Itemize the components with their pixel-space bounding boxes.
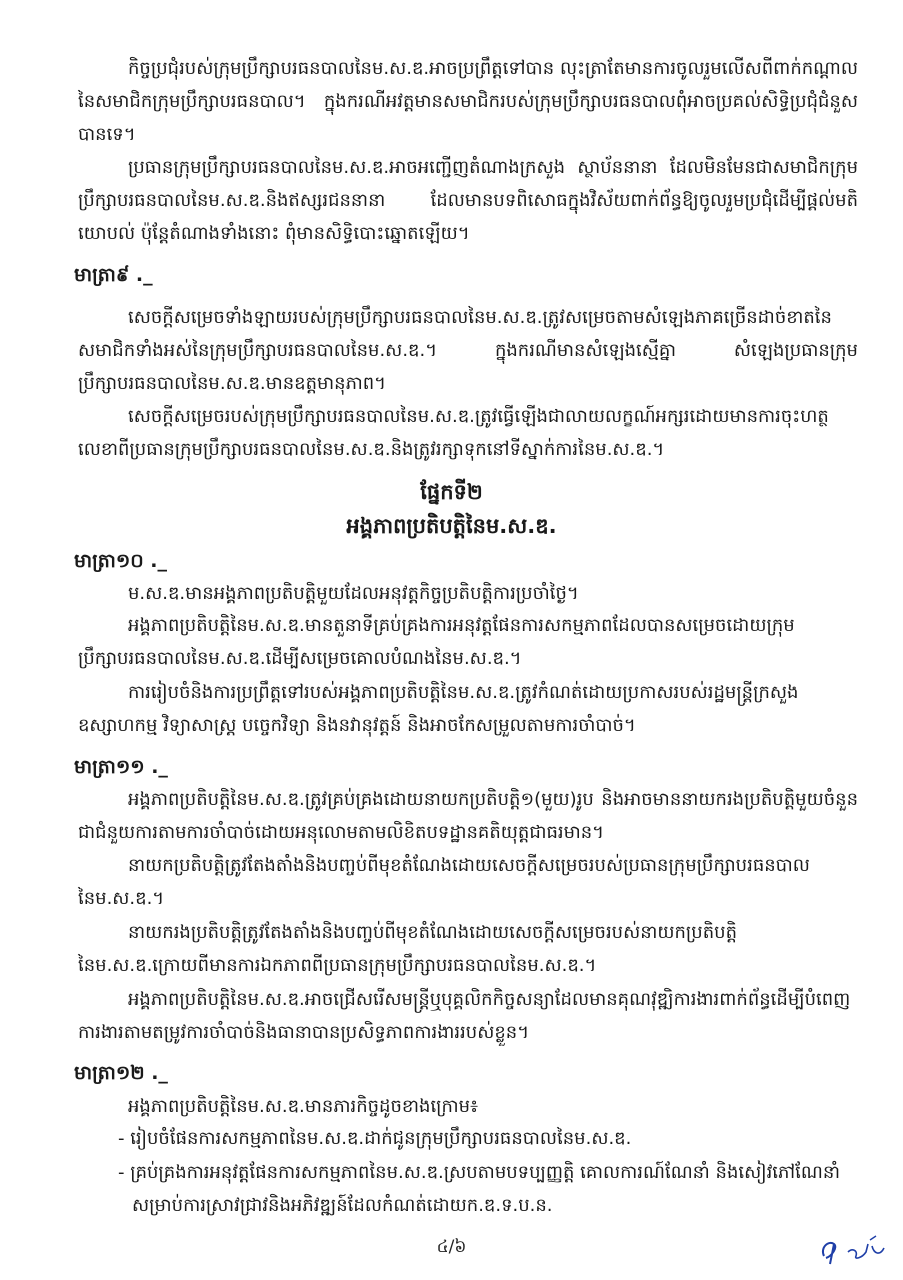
part-number: ផ្នែកទី២ [420,480,483,504]
list-item: - គ្រប់គ្រងការអនុវត្តផែនការសកម្មភាពនៃម.ស.ឌ.ស្របតាមបទប្បញ្ញត្តិ គោលការណ៍ណែនាំ និងសៀវភៅណែនាំសម្រាប់ការស្រាវជ្រាវនិងអភិវឌ្ឍន៍ដែលកំណត់ដោយក.ឌ.ទ.ប.ន. [118,1162,840,1216]
article-9-heading: មាត្រា៩ ._ [74,264,153,286]
paragraph-invited-representatives: ប្រធានក្រុមប្រឹក្សាបរធនបាលនៃម.ស.ឌ.អាចអញ្ជើញតំណាងក្រសួង ស្ថាប័ននានា ដែលមិនមែនជាសមាជិកក្រុមប្រឹក្សាបរធនបាលនៃម.ស.ឌ.និងឥស្សរជននានា ដែលមានបទពិសោធក្នុងវិស័យពាក់ព័ន្ធឱ្យចូលរួមប្រជុំដើម្បីផ្តល់មតិយោបល់ ប៉ុន្តែតំណាងទាំងនោះ ពុំមានសិទ្ធិបោះឆ្នោតឡើយ។ [78,157,858,244]
article-10-heading: មាត្រា១០ ._ [74,550,168,572]
paragraph-staff-recruitment: អង្គភាពប្រតិបត្តិនៃម.ស.ឌ.អាចជ្រើសរើសមន្ត្រីឬបុគ្គលិកកិច្ចសន្យាដែលមានគុណវុឌ្ឍិការងារពាក់ព័ន្ធដើម្បីបំពេញការងារតាមតម្រូវការចាំបាច់និងធានាបានប្រសិទ្ធភាពការងាររបស់ខ្លួន។ [78,989,851,1043]
paragraph-decision-written: សេចក្តីសម្រេចរបស់ក្រុមប្រឹក្សាបរធនបាលនៃម.ស.ឌ.ត្រូវធ្វើឡើងជាលាយលក្ខណ៍អក្សរដោយមានការចុះហត្ថលេខាពីប្រធានក្រុមប្រឹក្សាបរធនបាលនៃម.ស.ឌ.និងត្រូវរក្សាទុកនៅទីស្នាក់ការនៃម.ស.ឌ.។ [78,406,829,460]
initials-signature [818,1230,890,1270]
page-number: ៤/៦ [436,1237,467,1257]
article-11-heading: មាត្រា១១ ._ [74,756,168,778]
paragraph-duties-intro: អង្គភាពប្រតិបត្តិនៃម.ស.ឌ.មានភារកិច្ចដូចខាងក្រោម៖ [128,1096,479,1117]
paragraph-executive-role: អង្គភាពប្រតិបត្តិនៃម.ស.ឌ.មានតួនាទីគ្រប់គ្រងការអនុវត្តផែនការសកម្មភាពដែលបានសម្រេចដោយក្រុមប្រឹក្សាបរធនបាលនៃម.ស.ឌ.ដើម្បីសម្រេចគោលបំណងនៃម.ស.ឌ.។ [78,615,795,669]
article-12-heading: មាត្រា១២ ._ [74,1062,168,1084]
paragraph-executive-organization: ការរៀបចំនិងការប្រព្រឹត្តទៅរបស់អង្គភាពប្រតិបត្តិនៃម.ស.ឌ.ត្រូវកំណត់ដោយប្រកាសរបស់រដ្ឋមន្ត្រីក្រសួងឧស្សាហកម្ម វិទ្យាសាស្ត្រ បច្ចេកវិទ្យា និងនវានុវត្តន៍ និងអាចកែសម្រួលតាមការចាំបាច់។ [78,682,799,736]
list-item: - រៀបចំផែនការសកម្មភាពនៃម.ស.ឌ.ដាក់ជូនក្រុមប្រឹក្សាបរធនបាលនៃម.ស.ឌ. [118,1128,632,1149]
paragraph-decision-majority: សេចក្តីសម្រេចទាំងឡាយរបស់ក្រុមប្រឹក្សាបរធនបាលនៃម.ស.ឌ.ត្រូវសម្រេចតាមសំឡេងភាគច្រើនដាច់ខាតនៃសមាជិកទាំងអស់នៃក្រុមប្រឹក្សាបរធនបាលនៃម.ស.ឌ.។ ក្នុងករណីមានសំឡេងស្មើគ្នា សំឡេងប្រធានក្រុមប្រឹក្សាបរធនបាលនៃម.ស.ឌ.មានឧត្តមានុភាព។ [78,307,858,394]
paragraph-meeting-quorum: កិច្ចប្រជុំរបស់ក្រុមប្រឹក្សាបរធនបាលនៃម.ស.ឌ.អាចប្រព្រឹត្តទៅបាន លុះត្រាតែមានការចូលរួមលើសពីពាក់កណ្តាលនៃសមាជិកក្រុមប្រឹក្សាបរធនបាល។ ក្នុងករណីអវត្តមានសមាជិករបស់ក្រុមប្រឹក្សាបរធនបាលពុំអាចប្រគល់សិទ្ធិប្រជុំជំនួសបានទេ។ [78,58,858,145]
paragraph-executive-director: អង្គភាពប្រតិបត្តិនៃម.ស.ឌ.ត្រូវគ្រប់គ្រងដោយនាយកប្រតិបត្តិ១(មួយ)រូប និងអាចមាននាយករងប្រតិបត្តិមួយចំនួនជាជំនួយការតាមការចាំបាច់ដោយអនុលោមតាមលិខិតបទដ្ឋានគតិយុត្តជាធរមាន។ [78,789,858,843]
paragraph-deputy-appointment: នាយករងប្រតិបត្តិត្រូវតែងតាំងនិងបញ្ចប់ពីមុខតំណែងដោយសេចក្តីសម្រេចរបស់នាយកប្រតិបត្តិនៃម.ស.ឌ.ក្រោយពីមានការឯកភាពពីប្រធានក្រុមប្រឹក្សាបរធនបាលនៃម.ស.ឌ.។ [78,922,737,976]
paragraph-director-appointment: នាយកប្រតិបត្តិត្រូវតែងតាំងនិងបញ្ចប់ពីមុខតំណែងដោយសេចក្តីសម្រេចរបស់ប្រធានក្រុមប្រឹក្សាបរធនបាលនៃម.ស.ឌ.។ [78,855,810,909]
part-title: អង្គភាពប្រតិបត្តិនៃម.ស.ឌ. [346,514,557,538]
paragraph-executive-unit: ម.ស.ឌ.មានអង្គភាពប្រតិបត្តិមួយដែលអនុវត្តកិច្ចប្រតិបត្តិការប្រចាំថ្ងៃ។ [128,583,579,604]
